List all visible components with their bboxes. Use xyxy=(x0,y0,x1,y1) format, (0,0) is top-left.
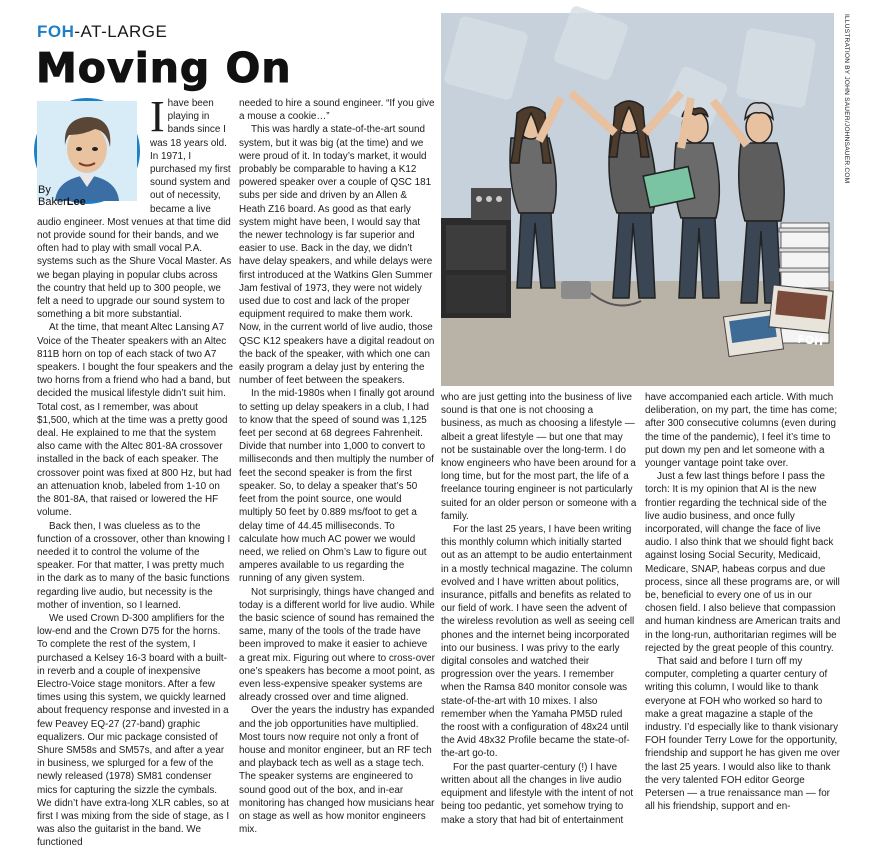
col3-paragraph-1: who are just getting into the business of live sound is that one is not choosing a business, as much as choosing a lifestyle — albeit a great lifestyle — but one that may not be sustainable over the long-term. I do know engineers who have been around for a long time, but for the most part, the life of a freelance touring engineer is not particularly suited for an older person or someone with a family. xyxy=(441,392,637,522)
col4-paragraph-3: That said and before I turn off my computer, completing a quarter century of writing this column, I would like to thank everyone at FOH who worked so hard to make a great magazine a staple of the industry. I’d especially like to thank visionary FOH founder Terry Lowe for the opportunity, friendship and support he has given me over the last 25 years. I would also like to thank the very talented FOH editor George Petersen — a true renaissance man — for all his friendship, support and en- xyxy=(645,656,840,813)
section-tag-foh: FOH xyxy=(37,22,75,41)
col1-paragraph-3: Back then, I was clueless as to the function of a crossover, other than knowing I needed it to control the volume of the speaker. For that matter, I was pretty much in the dark as to many of the basic functions regarding live audio, but necessity is the mother of invention, so I learned. xyxy=(37,520,231,611)
col2-paragraph-5: Over the years the industry has expanded and the job opportunities have multiplied. Most tours now require not only a front of house and monitor engineer, but an RF tech and playback tech as well as a stage tech. The speaker systems are engineered to sound good out of the box, and in-ear monitoring has changed how musicians hear on stage as well as how monitor engineers mix. xyxy=(239,705,435,836)
col4-paragraph-2: Just a few last things before I pass the torch: It is my opinion that AI is the new frontier regarding the technical side of the live audio business, and once fully incorporated, will change the face of live audio. I also think that we should fight back against losing Social Security, Medicaid, Medicare, SNAP, habeas corpus and due process, since all these programs are, or will be, beneficial to every one of us in our chosen field. I also believe that compassion and human kindness are American traits and in the long-run, authoritarian regimes will be rejected by the great people of this country. xyxy=(645,471,841,654)
headline: Moving On xyxy=(36,44,292,92)
col4-paragraph-1: have accompanied each article. With much deliberation, on my part, the time has come; after 300 consecutive columns (even during the time of the pandemic), I feel it’s time to put down my pen and let someone with a younger vantage point take over. xyxy=(645,392,838,470)
col1-paragraph-1: Ihave been playing in bands since I was 18 years old. In 1971, I purchased my first sound system and out of necessity, became a live audio engineer. Most venues at that time did not provide sound for their bands, and we often had to play with small vocal P.A. systems such as the Shure Vocal Master. As we began playing in popular clubs across the country that held up to 300 people, we felt a need to upgrade our sound system to something a bit more substantial. xyxy=(37,92,232,321)
col3-paragraph-3: For the past quarter-century (!) I have written about all the changes in live audio equipment and lifestyle with the intent of not being too pedantic, yet somehow trying to make a story that had bit of entertainment xyxy=(441,761,634,826)
article-column-3 xyxy=(441,391,637,826)
section-tag-rest: -AT-LARGE xyxy=(74,22,168,41)
dropcap: I xyxy=(150,92,165,141)
col1-paragraph-4: We used Crown D-300 amplifiers for the low-end and the Crown D75 for the horns. To complete the rest of the system, I purchased a Kelsey 16-3 board with a built-in reverb and a couple of inexpensive Electro-Voice stage monitors. After a few times using this system, we quickly learned about frequency response and invested in a few Peavey EQ-27 (27-band) graphic equalizers. Our mic package consisted of Shure SM58s and SM57s, and after a year in business, we splurged for a few of the newly released (1978) SM81 condenser mics for capturing the sizzle the cymbals. We didn’t have extra-long XLR cables, so at first I was mixing from the side of stage, as I was also the guitarist in the band. We functioned xyxy=(37,612,230,849)
illustration xyxy=(441,13,834,386)
col1-paragraph-2: At the time, that meant Altec Lansing A7 Voice of the Theater speakers with an Altec 811B horn on top of each stack of two A7 speakers. I bought the four speakers and the two horns from a friend who had a band, but decided the musical lifestyle didn’t suit him. Total cost, as I remember, was about $1,500, which at the time was a pretty good deal. He explained to me that the system also came with the Altec 801-8A crossover installed in the back of each speaker. The crossover point was fixed at 800 Hz, but had an attenuation knob, labeled from 1-10 on the 801-8A, that raised or lowered the HF volume. xyxy=(37,322,233,519)
byline-first: Baker xyxy=(38,196,67,208)
article-column-4 xyxy=(645,391,841,813)
byline-prefix: By xyxy=(38,184,51,196)
col2-paragraph-3: In the mid-1980s when I finally got around to setting up delay speakers in a club, I had to know that the speed of sound was 1,125 feet per second at 68 degrees Fahrenheit. Divide that number into 1,000 to convert to milliseconds and then multiply the number of feet the second speaker is from the first speaker. So, to delay a speaker that’s 50 feet from the point source, one would multiply 50 feet by 0.889 ms/foot to get a delay time of 44.45 milliseconds. To calculate how much AC power we would need, we relied on Ohm’s Law to figure out amperes available to us regarding the running of any given system. xyxy=(239,388,435,585)
engineers-cheering-illustration-icon xyxy=(441,13,834,386)
illustration-sign: FOH xyxy=(796,332,825,349)
col2-paragraph-1: needed to hire a sound engineer. “If you give a mouse a cookie…” xyxy=(239,98,435,123)
illustration-credit: ILLUSTRATION BY JOHN SAUER/JOHNSAUER.COM xyxy=(843,14,850,184)
col3-paragraph-2: For the last 25 years, I have been writing this monthly column which initially started out as an attempt to be audio entertainment in a mostly technical magazine. The column evolved and I have written about politics, insurance, pitfalls and benefits as related to our field of work. I have seen the advent of the wireless revolution as well as seeing cell phones and the internet being incorporated into our business. I was privy to the early digital consoles and watched their progression over the years. I remember when the Ramsa 840 monitor console was state-of-the-art with 10 mixes. I also remember when the Yamaha PM5D ruled the roost with a configuration of 48x24 until the Avid 48x32 Profile became the state-of-the-art go-to. xyxy=(441,524,635,760)
col2-paragraph-2: This was hardly a state-of-the-art sound system, but it was big (at the time) and we were proud of it. In today’s market, it would probably be comparable to having a K12 powered speaker over a couple of QSC 181 subs per side and driven by an Allen & Heath Z16 board. As good as that early system might have been, I would say that the newer technology is far superior and easier to use. Back in the day, we didn’t have delay speakers, and while delays were first introduced at the Watkins Glen Summer Jam festival of 1973, they were not widely used due to cost and lack of the proper equipment required to make them work. Now, in the current world of live audio, those QSC K12 speakers have a digital readout on the back of the speaker, with which one can easily program a delay just by entering the number of feet between the speakers. xyxy=(239,124,435,387)
section-tag xyxy=(37,22,167,42)
article-column-1 xyxy=(37,92,233,849)
col2-paragraph-4: Not surprisingly, things have changed and today is a different world for live audio. While the basic science of sound has remained the same, many of the tools of the trade have been improved to make it easier to achieve a great mix. Figuring out where to cross-over one’s speakers has become a moot point, as even less-expensive speaker systems are already crossed over and time aligned. xyxy=(239,586,435,704)
article-column-2 xyxy=(239,97,435,836)
byline-last: Lee xyxy=(66,196,86,208)
